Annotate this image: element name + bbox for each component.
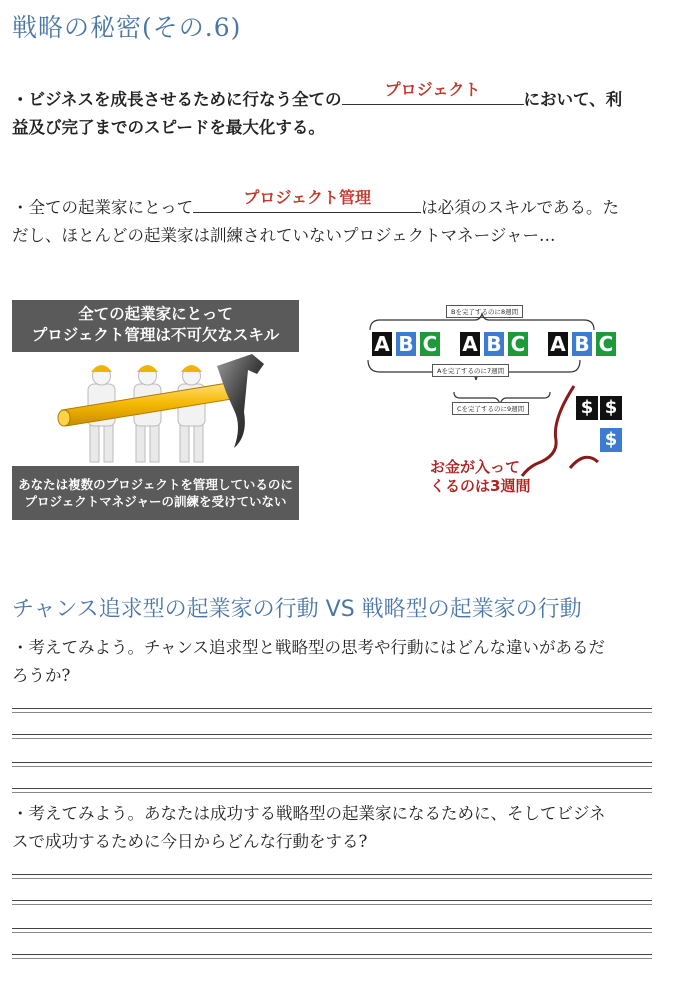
block-a-3: A: [548, 332, 568, 356]
block-a-1: A: [372, 332, 392, 356]
project-management-illustration: [12, 300, 299, 520]
dollar-black-1: $: [576, 396, 598, 420]
banner-top-line1: 全ての起業家にとって: [78, 305, 233, 323]
money-message: [430, 458, 530, 496]
answer-line-8-underline: [12, 958, 652, 959]
question-1: [12, 634, 680, 690]
project-timeline-diagram: [360, 300, 660, 500]
answer-line-6-underline: [12, 904, 652, 905]
answer-line-7[interactable]: [12, 928, 652, 929]
block-a-2: A: [460, 332, 480, 356]
q2-line2: スで成功するために今日からどんな行動をする?: [12, 832, 368, 851]
block-b-1: B: [396, 332, 416, 356]
page-title: 戦略の秘密(その.6): [12, 13, 242, 42]
answer-line-5[interactable]: [12, 874, 652, 875]
paragraph-2: [12, 188, 680, 250]
block-c-3: C: [596, 332, 616, 356]
block-c-1: C: [420, 332, 440, 356]
para2-suffix: は必須のスキルである。た: [421, 198, 620, 217]
banner-bottom-line1: あなたは複数のプロジェクトを管理しているのに: [18, 477, 293, 492]
answer-line-2-underline: [12, 738, 652, 739]
para1-line2: 益及び完了までのスピードを最大化する。: [12, 118, 325, 137]
q1-line2: ろうか?: [12, 666, 71, 685]
workers-hammer-image: [12, 352, 299, 466]
para1-prefix: ・ビジネスを成長させるために行なう全ての: [12, 90, 342, 109]
answer-line-5-underline: [12, 878, 652, 879]
label-a-weeks: Aを完了するのに7週間: [432, 364, 509, 377]
answer-line-3[interactable]: [12, 762, 652, 763]
question-2: [12, 800, 680, 856]
para1-answer: プロジェクト: [384, 80, 481, 99]
block-c-2: C: [508, 332, 528, 356]
money-line2: [430, 477, 530, 496]
banner-bottom: [12, 466, 299, 520]
label-c-weeks: Cを完了するのに9週間: [452, 402, 529, 415]
money-line2-suffix: 週間: [500, 477, 531, 495]
q1-line1: ・考えてみよう。チャンス追求型と戦略型の思考や行動にはどんな違いがあるだ: [12, 638, 606, 657]
dollar-black-2: $: [600, 396, 622, 420]
answer-line-1[interactable]: [12, 708, 652, 709]
paragraph-1: [12, 80, 680, 142]
money-line2-number: 3: [490, 477, 501, 495]
para1-blank[interactable]: [342, 80, 524, 105]
answer-line-2[interactable]: [12, 734, 652, 735]
para2-blank[interactable]: [193, 188, 421, 213]
banner-bottom-line2: プロジェクトマネジャーの訓練を受けていない: [24, 494, 287, 509]
answer-line-4[interactable]: [12, 788, 652, 789]
block-b-3: B: [572, 332, 592, 356]
answer-line-3-underline: [12, 766, 652, 767]
money-line2-prefix: くるのは: [430, 477, 491, 495]
para1-suffix: において、利: [523, 90, 623, 109]
answer-line-8[interactable]: [12, 954, 652, 955]
banner-top-line2: プロジェクト管理は不可欠なスキル: [31, 326, 280, 344]
para2-prefix: ・全ての起業家にとって: [12, 198, 194, 217]
answer-line-1-underline: [12, 712, 652, 713]
label-b-weeks: Bを完了するのに8週間: [446, 305, 523, 318]
money-line1: お金が入って: [430, 458, 521, 476]
block-b-2: B: [484, 332, 504, 356]
section-heading: チャンス追求型の起業家の行動 VS 戦略型の起業家の行動: [12, 597, 582, 622]
dollar-blue: $: [600, 428, 622, 452]
para2-line2: だし、ほとんどの起業家は訓練されていないプロジェクトマネージャー…: [12, 226, 556, 245]
banner-top: [12, 300, 299, 352]
answer-line-7-underline: [12, 932, 652, 933]
answer-line-6[interactable]: [12, 900, 652, 901]
para2-answer: プロジェクト管理: [243, 188, 372, 207]
q2-line1: ・考えてみよう。あなたは成功する戦略型の起業家になるために、そしてビジネ: [12, 804, 606, 823]
answer-line-4-underline: [12, 792, 652, 793]
